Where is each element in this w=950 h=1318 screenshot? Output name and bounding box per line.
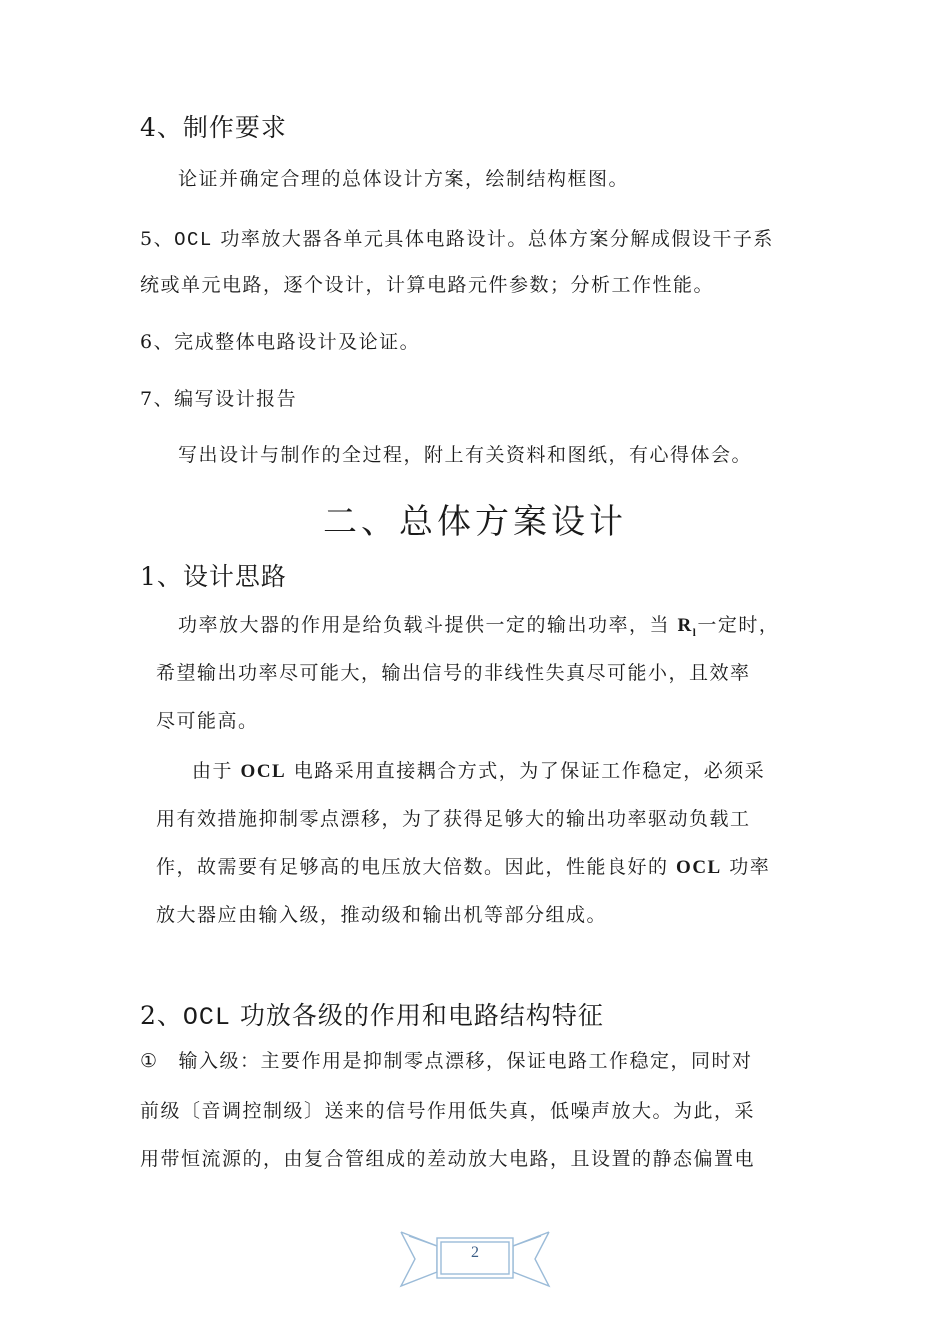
sec1-p1-b: 一定时， [697,614,780,636]
circled-one-marker: ① [140,1050,159,1072]
section-1-heading: 1、设计思路 [140,562,287,591]
s5-text1: 功率放大器各单元具体电路设计。总体方案分解成假设干子系 [212,228,774,250]
page-footer [395,1222,555,1292]
paragraph-6: 6、完成整体电路设计及论证。 [140,331,421,353]
paragraph-7: 写出设计与制作的全过程，附上有关资料和图纸，有心得体会。 [178,444,753,466]
sec1-p1-line2: 希望输出功率尽可能大，输出信号的非线性失真尽可能小，且效率 [156,662,751,684]
item1-line1: ① 输入级：主要作用是抑制零点漂移，保证电路工作稳定，同时对 [140,1050,753,1072]
item1-line3: 用带恒流源的，由复合管组成的差动放大电路，且设置的静态偏置电 [140,1148,756,1170]
page-number: 2 [471,1244,479,1261]
symbol-rl: $R_l$ [677,615,698,639]
chapter-title: 二、总体方案设计 [323,502,627,542]
paragraph-4: 论证并确定合理的总体设计方案，绘制结构框图。 [178,168,630,190]
paragraph-5-line2: 统或单元电路，逐个设计，计算电路元件参数；分析工作性能。 [140,274,715,296]
sec1-p2-line4: 放大器应由输入级，推动级和输出机等部分组成。 [156,904,608,926]
sec1-p2-line3: 作，故需要有足够高的电压放大倍数。因此，性能良好的 OCL 功率 [156,856,771,878]
ocl-bold-1: OCL [240,761,287,782]
sec1-p2-line1: 由于 OCL 电路采用直接耦合方式，为了保证工作稳定，必须采 [192,760,766,782]
ocl-bold-2: OCL [676,857,722,878]
item1-line2: 前级〔音调控制级〕送来的信号作用低失真，低噪声放大。为此，采 [140,1100,756,1122]
s5-num: 5、 [140,228,175,250]
sec1-p1-line1 [178,610,779,639]
section-2-heading: 2、OCL 功放各级的作用和电路结构特征 [140,1001,604,1032]
heading-7: 7、编写设计报告 [140,388,298,410]
heading-4: 4、制作要求 [140,113,287,142]
paragraph-5-line1 [140,224,774,251]
sec1-p1-a: 功率放大器的作用是给负载斗提供一定的输出功率，当 [178,614,678,636]
s2-ocl: OCL [182,1003,231,1032]
s5-ocl: OCL [174,229,213,251]
sec1-p1-line3: 尽可能高。 [156,710,259,732]
sec1-p2-line2: 用有效措施抑制零点漂移，为了获得足够大的输出功率驱动负载工 [156,808,751,830]
